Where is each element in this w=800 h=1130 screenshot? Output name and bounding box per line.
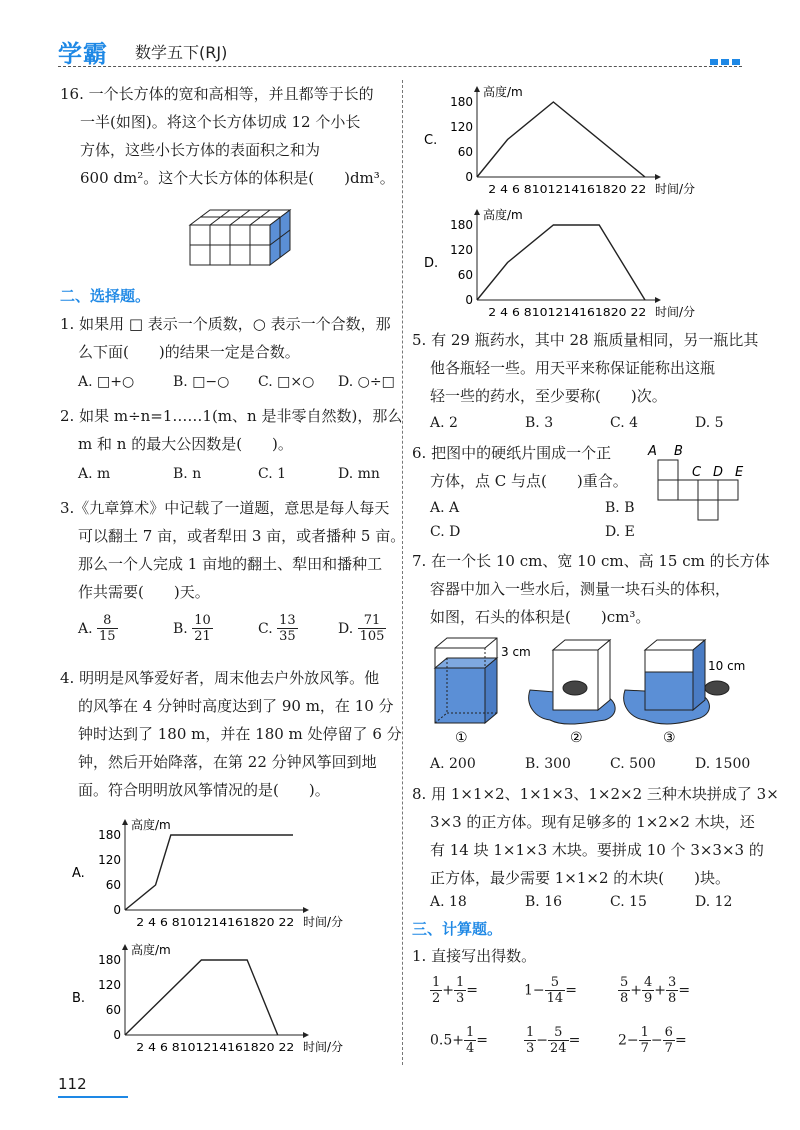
q3-option-c[interactable]: C. $\frac{13}{35}$ [258, 613, 296, 644]
x-tick-labels: 2 4 6 8101214161820 22 [136, 916, 295, 929]
q6-option-d[interactable]: D. E [605, 524, 635, 540]
container-1 [435, 638, 497, 723]
svg-text:C: C [692, 465, 702, 480]
svg-text:D: D [713, 465, 724, 480]
q1-options [78, 370, 395, 394]
graph-option-label: D. [424, 256, 439, 271]
x-axis-label: 时间/分 [655, 182, 696, 196]
calc-expr-3: $\frac{5}{8}$ + $\frac{4}{9}$ + $\frac{3}{8}$ = [620, 975, 691, 1006]
book-title: 数学五下(RJ) [135, 43, 228, 62]
graph-a[interactable] [70, 815, 370, 930]
section-3-title: 三、计算题。 [412, 920, 503, 938]
calc-expr-6: 2− $\frac{1}{7}$ − $\frac{6}{7}$ = [618, 1025, 687, 1056]
x-axis-arrow [303, 907, 309, 913]
svg-text:10 cm: 10 cm [708, 659, 745, 673]
y-tick-label: 0 [465, 293, 473, 307]
y-tick-label: 0 [113, 1028, 121, 1042]
q2-option-c[interactable]: C. 1 [258, 466, 287, 482]
svg-text:E: E [735, 465, 744, 480]
q1-option-c[interactable]: C. □×○ [258, 374, 315, 390]
graph-d[interactable] [422, 205, 722, 320]
q3-option-d[interactable]: D. $\frac{71}{105}$ [338, 613, 385, 644]
q3-text: 3.《九章算术》中记载了一道题，意思是每人每天 可以翻土 7 亩，或者犁田 3 亩，或者播种 5 亩。 那么一个人完成 1 亩地的翻土、犁田和播种工 作共需要( )天。 [60, 499, 406, 601]
q7-option-b[interactable]: B. 300 [525, 756, 571, 772]
q3-option-a[interactable]: A. $\frac{8}{15}$ [78, 613, 116, 644]
footer-rule [58, 1096, 128, 1098]
q5-option-b[interactable]: B. 3 [525, 415, 554, 431]
q6-option-c[interactable]: C. D [430, 524, 461, 540]
x-tick-labels: 2 4 6 8101214161820 22 [136, 1041, 295, 1054]
y-axis-label: 高度/m [483, 85, 523, 99]
q6-option-a[interactable]: A. A [430, 500, 460, 516]
q8-option-d[interactable]: D. 12 [695, 894, 733, 910]
y-tick-label: 60 [105, 878, 121, 892]
q5-option-d[interactable]: D. 5 [695, 415, 724, 431]
calc-expr-1: $\frac{1}{2}$ + $\frac{1}{3}$ = [432, 975, 479, 1006]
svg-text:3 cm: 3 cm [501, 645, 531, 659]
q8-text: 8. 用 1×1×2、1×1×3、1×2×2 三种木块拼成了 3× 3×3 的正方体。现有足够多的 1×2×2 木块，还 有 14 块 1×1×3 木块。要拼成 10 个 3×3×3 的 正方体，最少需要 1×1×2 的木块( )块。 [412, 785, 779, 887]
y-axis-arrow [122, 944, 128, 950]
q5-options [430, 411, 724, 435]
q1-option-d[interactable]: D. ○÷□ [338, 374, 395, 390]
svg-text:B: B [674, 444, 683, 459]
q2-text: 2. 如果 m÷n=1……1(m、n 是非零自然数)，那么 m 和 n 的最大公因数是( )。 [60, 407, 403, 453]
q2-options [78, 462, 380, 486]
x-tick-labels: 2 4 6 8101214161820 22 [488, 306, 647, 319]
y-axis-label: 高度/m [131, 943, 171, 957]
series-line [477, 225, 645, 300]
graph-option-label: B. [72, 991, 86, 1006]
q2-option-b[interactable]: B. n [173, 466, 202, 482]
svg-text:③: ③ [663, 730, 676, 745]
section-2-title: 二、选择题。 [60, 287, 151, 305]
y-tick-label: 180 [98, 953, 121, 967]
q7-option-d[interactable]: D. 1500 [695, 756, 751, 772]
series-line [477, 102, 645, 177]
q6-options [430, 496, 635, 544]
x-axis-label: 时间/分 [655, 305, 696, 319]
q7-option-c[interactable]: C. 500 [610, 756, 656, 772]
y-tick-label: 120 [98, 853, 121, 867]
y-tick-label: 120 [98, 978, 121, 992]
page-number: 112 [58, 1075, 87, 1093]
svg-text:①: ① [455, 730, 468, 745]
x-tick-labels: 2 4 6 8101214161820 22 [488, 183, 647, 196]
q7-text: 7. 在一个长 10 cm、宽 10 cm、高 15 cm 的长方体 容器中加入一些水后，测量一块石头的体积， 如图，石头的体积是( )cm³。 [412, 552, 770, 626]
q6-text: 6. 把图中的硬纸片围成一个正 方体，点 C 与点( )重合。 [412, 444, 628, 490]
y-tick-label: 60 [105, 1003, 121, 1017]
graph-option-label: A. [72, 866, 85, 881]
water-container-figure [425, 630, 745, 745]
q3-options [78, 613, 386, 644]
y-tick-label: 60 [457, 145, 473, 159]
y-tick-label: 180 [98, 828, 121, 842]
q1-option-b[interactable]: B. □−○ [173, 374, 230, 390]
q5-option-c[interactable]: C. 4 [610, 415, 639, 431]
y-axis-arrow [474, 86, 480, 92]
y-axis-arrow [474, 209, 480, 215]
q6-option-b[interactable]: B. B [605, 500, 635, 516]
svg-text:②: ② [570, 730, 583, 745]
graph-option-label: C. [424, 133, 438, 148]
q2-option-d[interactable]: D. mn [338, 466, 380, 482]
cuboid-figure [185, 205, 305, 275]
calc-expr-2: 1− $\frac{5}{14}$ = [524, 975, 577, 1006]
x-axis-label: 时间/分 [303, 915, 344, 929]
q2-option-a[interactable]: A. m [78, 466, 111, 482]
y-tick-label: 60 [457, 268, 473, 282]
graph-c[interactable] [422, 82, 722, 197]
x-axis-label: 时间/分 [303, 1040, 344, 1054]
header-rule [58, 66, 742, 67]
brand-logo: 学霸 [58, 40, 108, 68]
y-tick-label: 0 [113, 903, 121, 917]
q3-option-b[interactable]: B. $\frac{10}{21}$ [173, 613, 211, 644]
x-axis-arrow [303, 1032, 309, 1038]
container-3 [624, 640, 729, 724]
q8-option-b[interactable]: B. 16 [525, 894, 563, 910]
y-tick-label: 0 [465, 170, 473, 184]
series-line [125, 835, 293, 910]
y-tick-label: 180 [450, 218, 473, 232]
y-tick-label: 120 [450, 120, 473, 134]
y-tick-label: 180 [450, 95, 473, 109]
q7-options [430, 752, 750, 776]
q1-text: 1. 如果用 □ 表示一个质数，○ 表示一个合数，那 么下面( )的结果一定是合数。 [60, 315, 391, 361]
series-line [125, 960, 278, 1035]
graph-b[interactable] [70, 940, 370, 1055]
y-axis-label: 高度/m [483, 208, 523, 222]
x-axis-arrow [655, 297, 661, 303]
calc-intro: 1. 直接写出得数。 [412, 947, 537, 965]
q8-options [430, 890, 732, 914]
q8-option-c[interactable]: C. 15 [610, 894, 647, 910]
calc-expr-4: 0.5+ $\frac{1}{4}$ = [430, 1025, 489, 1056]
y-axis-arrow [122, 819, 128, 825]
q7-option-a[interactable]: A. 200 [430, 756, 476, 772]
q1-option-a[interactable]: A. □+○ [78, 374, 135, 390]
y-tick-label: 120 [450, 243, 473, 257]
q4-text: 4. 明明是风筝爱好者，周末他去户外放风筝。他 的风筝在 4 分钟时高度达到了 90 m，在 10 分 钟时达到了 180 m，并在 180 m 处停留了 6 分 钟，然后开始降落，在第 22 分钟风筝回到地 面。符合明明放风筝情况的是( )。 [60, 669, 402, 799]
q5-option-a[interactable]: A. 2 [430, 415, 458, 431]
svg-text:A: A [648, 444, 657, 459]
container-2 [529, 640, 615, 724]
cube-net-figure [640, 438, 750, 528]
y-axis-label: 高度/m [131, 818, 171, 832]
q8-option-a[interactable]: A. 18 [430, 894, 467, 910]
calc-expr-5: $\frac{1}{3}$ − $\frac{5}{24}$ = [526, 1025, 581, 1056]
x-axis-arrow [655, 174, 661, 180]
q16-text: 16. 一个长方体的宽和高相等，并且都等于长的 一半(如图)。将这个长方体切成 12 个小长 方体，这些小长方体的表面积之和为 600 dm²。这个大长方体的体积是( )dm³。 [60, 85, 395, 187]
q5-text: 5. 有 29 瓶药水，其中 28 瓶质量相同，另一瓶比其 他各瓶轻一些。用天平来称保证能称出这瓶 轻一些的药水，至少要称( )次。 [412, 331, 759, 405]
